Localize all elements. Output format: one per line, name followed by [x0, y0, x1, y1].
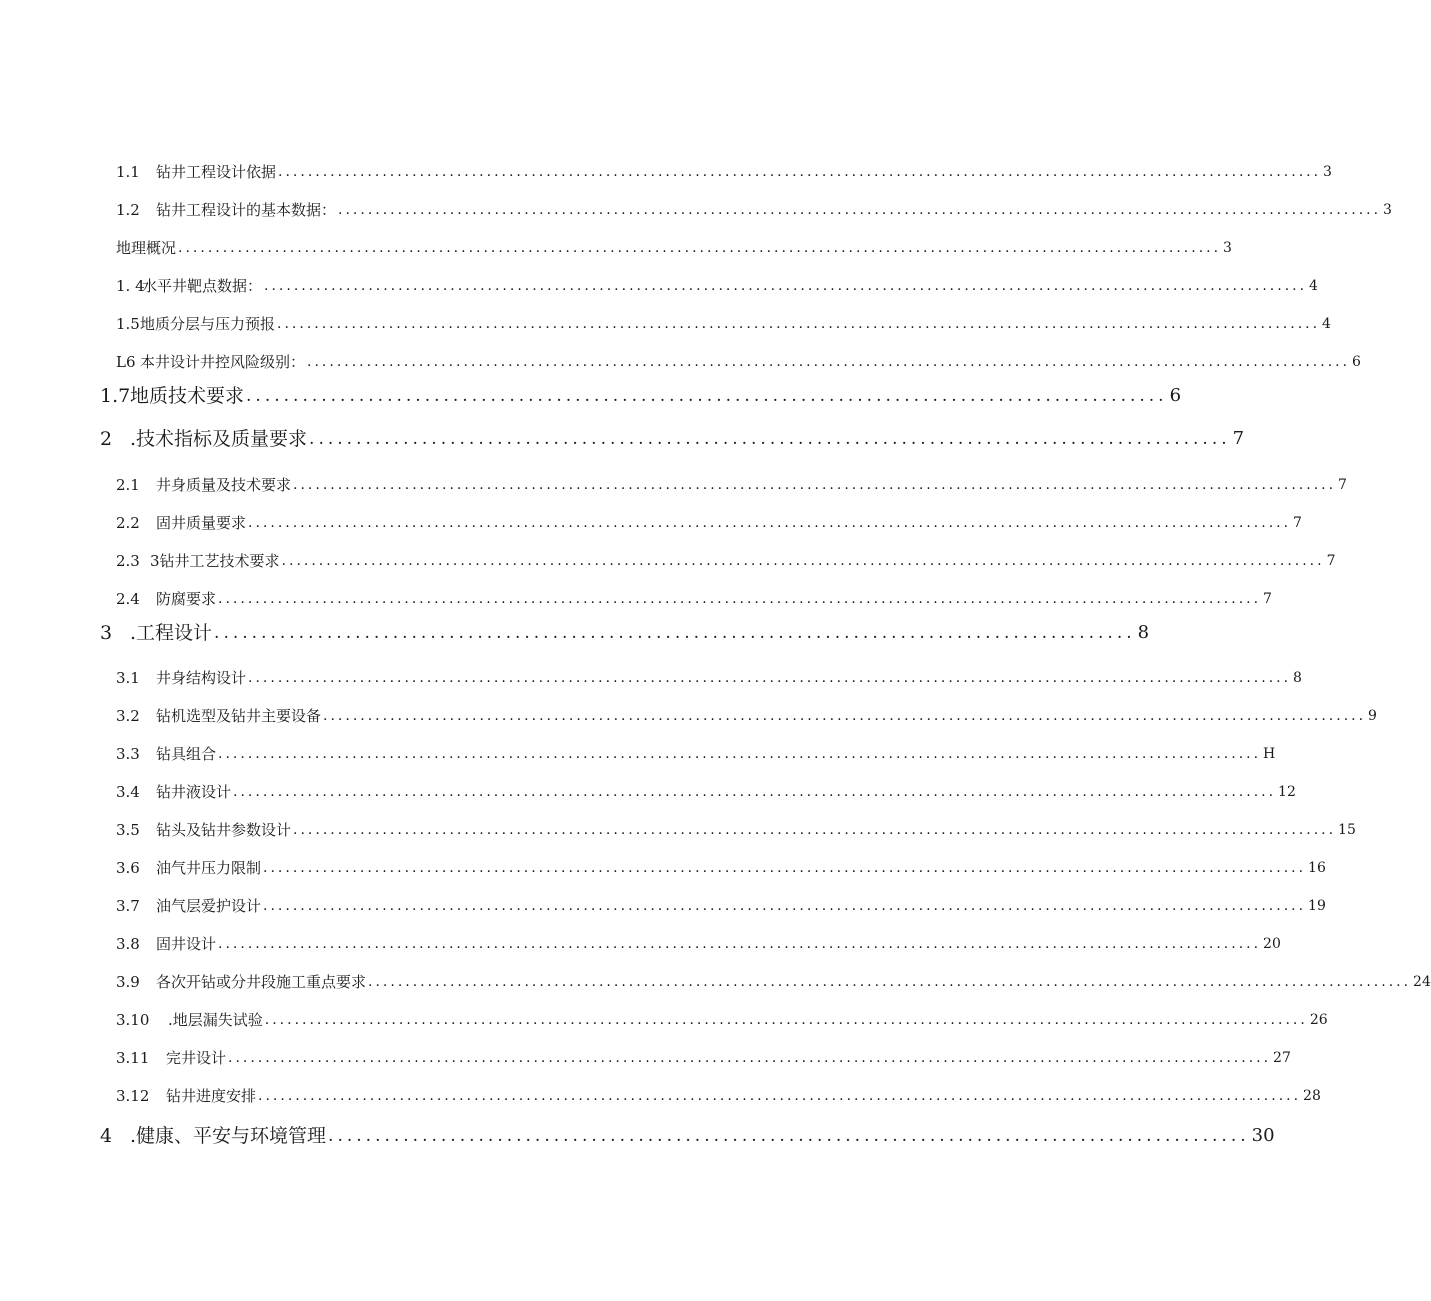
dot-leader: ............................................................................................................................................ — [278, 164, 1322, 180]
toc-number: 3.4 — [116, 783, 140, 801]
toc-page-number: 6 — [1352, 354, 1361, 370]
toc-page-number: 3 — [1223, 240, 1232, 256]
toc-entry[interactable] — [116, 199, 1392, 221]
toc-title: 油气井压力限制 — [156, 859, 262, 877]
toc-title: 油气层爱护设计 — [156, 897, 262, 915]
toc-number: 2.3 — [116, 552, 140, 570]
toc-entry[interactable] — [100, 1123, 1275, 1149]
toc-page-number: 24 — [1413, 974, 1431, 990]
toc-title: 钻井液设计 — [156, 783, 232, 801]
toc-title: 防腐要求 — [156, 590, 217, 608]
toc-number: 3.5 — [116, 821, 140, 839]
toc-entry[interactable] — [116, 819, 1356, 841]
toc-title: 钻具组合 — [156, 745, 217, 763]
dot-leader: ............................................................................................................................................ — [338, 202, 1382, 218]
toc-entry[interactable] — [116, 743, 1276, 765]
toc-entry[interactable] — [116, 1009, 1328, 1031]
dot-leader: .................................................................................................. — [214, 623, 1136, 643]
toc-number: 1.7 — [100, 385, 131, 407]
toc-title: .技术指标及质量要求 — [130, 428, 308, 450]
toc-page-number: 4 — [1309, 278, 1318, 294]
dot-leader: ............................................................................................................................................ — [323, 708, 1367, 724]
toc-entry[interactable] — [116, 705, 1377, 727]
toc-page-number: 7 — [1338, 477, 1347, 493]
toc-page-number: 20 — [1263, 936, 1281, 952]
dot-leader: ............................................................................................................................................ — [248, 670, 1292, 686]
toc-title: 水平井靶点数据： — [142, 277, 263, 295]
toc-page-number: 9 — [1368, 708, 1377, 724]
toc-title: 钻井进度安排 — [166, 1087, 257, 1105]
toc-number: 1.5 — [116, 315, 140, 333]
toc-title: 钻井工程设计依据 — [156, 163, 277, 181]
toc-entry[interactable] — [116, 161, 1332, 183]
toc-page-number: 28 — [1303, 1088, 1321, 1104]
toc-page-number: 7 — [1263, 591, 1272, 607]
toc-page-number: 4 — [1322, 316, 1331, 332]
toc-title: 地质技术要求 — [130, 385, 245, 407]
toc-entry[interactable] — [116, 351, 1361, 373]
dot-leader: ............................................................................................................................................ — [293, 822, 1337, 838]
toc-entry[interactable] — [116, 781, 1296, 803]
dot-leader: ............................................................................................................................................ — [233, 784, 1277, 800]
toc-entry[interactable] — [116, 667, 1302, 689]
toc-page-number: 26 — [1309, 1012, 1328, 1028]
toc-entry[interactable] — [116, 895, 1326, 917]
toc-title: 3钻井工艺技术要求 — [150, 552, 280, 570]
toc-title: 地质分层与压力预报 — [140, 315, 276, 333]
toc-number: 2 — [100, 428, 113, 450]
dot-leader: ............................................................................................................................................ — [258, 1088, 1302, 1104]
toc-number: 2.2 — [116, 514, 140, 532]
toc-number: 3.2 — [116, 707, 140, 725]
toc-entry[interactable] — [100, 620, 1150, 646]
toc-page-number: 15 — [1338, 822, 1356, 838]
dot-leader: ............................................................................................................................................ — [263, 860, 1307, 876]
toc-title: .健康、平安与环境管理 — [130, 1125, 327, 1147]
toc-number: 3.7 — [116, 897, 140, 915]
toc-title: 本井设计井控风险级别： — [140, 353, 306, 371]
toc-title: 钻机选型及钻井主要设备 — [156, 707, 322, 725]
toc-title: 固井设计 — [156, 935, 217, 953]
dot-leader: ............................................................................................................................................ — [264, 278, 1308, 294]
toc-entry[interactable] — [116, 275, 1318, 297]
toc-title: .地层漏失试验 — [168, 1011, 263, 1029]
toc-number: 2.1 — [116, 476, 140, 494]
toc-entry[interactable] — [116, 237, 1232, 259]
toc-number: 3.12 — [116, 1087, 150, 1105]
dot-leader: ............................................................................................................................................ — [281, 553, 1325, 569]
toc-number: 1.1 — [116, 163, 140, 181]
toc-page-number: 27 — [1273, 1050, 1291, 1066]
toc-page-number: 7 — [1293, 515, 1302, 531]
toc-number: L6 — [116, 353, 136, 371]
toc-page-number: 8 — [1293, 670, 1302, 686]
toc-page-number: 7 — [1232, 428, 1245, 449]
toc-title: 钻井工程设计的基本数据： — [156, 201, 337, 219]
toc-entry[interactable] — [116, 512, 1302, 534]
dot-leader: ............................................................................................................................................ — [218, 591, 1262, 607]
toc-page-number: 6 — [1169, 385, 1182, 406]
toc-entry[interactable] — [116, 857, 1326, 879]
toc-number: 3.8 — [116, 935, 140, 953]
toc-title: 地理概况 — [116, 239, 177, 257]
toc-title: 完井设计 — [166, 1049, 227, 1067]
toc-number: 1.2 — [116, 201, 140, 219]
toc-number: 3.6 — [116, 859, 140, 877]
dot-leader: ............................................................................................................................................ — [263, 898, 1307, 914]
toc-title: 井身结构设计 — [156, 669, 247, 687]
dot-leader: ............................................................................................................................................ — [248, 515, 1292, 531]
toc-title: 固井质量要求 — [156, 514, 247, 532]
toc-number: 3 — [100, 622, 113, 644]
toc-title: 井身质量及技术要求 — [156, 476, 292, 494]
dot-leader: ............................................................................................................................................ — [307, 354, 1351, 370]
dot-leader: ............................................................................................................................................ — [178, 240, 1222, 256]
dot-leader: ............................................................................................................................................ — [218, 746, 1262, 762]
toc-page-number: 19 — [1308, 898, 1326, 914]
dot-leader: ............................................................................................................................................ — [218, 936, 1262, 952]
toc-page-number: 16 — [1308, 860, 1326, 876]
toc-page-number: 30 — [1251, 1125, 1275, 1146]
toc-page-number: 12 — [1278, 784, 1296, 800]
toc-page-number: 3 — [1323, 164, 1332, 180]
toc-number: 3.1 — [116, 669, 140, 687]
toc-page-number: H — [1263, 746, 1276, 762]
toc-entry[interactable] — [116, 313, 1331, 335]
dot-leader: .................................................................................................. — [309, 429, 1231, 449]
toc-page-number: 8 — [1137, 622, 1150, 643]
toc-title: 钻头及钻井参数设计 — [156, 821, 292, 839]
toc-number: 3.11 — [116, 1049, 150, 1067]
toc-entry[interactable] — [116, 474, 1347, 496]
toc-number: 3.10 — [116, 1011, 150, 1029]
toc-page-number: 7 — [1326, 553, 1336, 569]
toc-number: 2.4 — [116, 590, 140, 608]
dot-leader: ............................................................................................................................................ — [277, 316, 1321, 332]
toc-title: 各次开钻或分井段施工重点要求 — [156, 973, 367, 991]
dot-leader: ............................................................................................................................................ — [368, 974, 1412, 990]
toc-number: 3.9 — [116, 973, 140, 991]
toc-page-number: 3 — [1383, 202, 1392, 218]
toc-entry[interactable] — [116, 1047, 1291, 1069]
toc-title: .工程设计 — [130, 622, 213, 644]
toc-entry[interactable] — [116, 588, 1272, 610]
dot-leader: .................................................................................................. — [246, 386, 1168, 406]
dot-leader: ............................................................................................................................................ — [228, 1050, 1272, 1066]
toc-entry[interactable] — [100, 383, 1182, 409]
dot-leader: .................................................................................................. — [328, 1126, 1250, 1146]
toc-entry[interactable] — [116, 971, 1431, 993]
dot-leader: ............................................................................................................................................ — [293, 477, 1337, 493]
toc-entry[interactable] — [116, 1085, 1321, 1107]
toc-entry[interactable] — [100, 426, 1245, 452]
toc-number: 3.3 — [116, 745, 140, 763]
toc-number: 4 — [100, 1125, 113, 1147]
dot-leader: ............................................................................................................................................ — [264, 1012, 1308, 1028]
toc-number: 1. 4 — [116, 277, 145, 295]
toc-entry[interactable] — [116, 933, 1281, 955]
toc-entry[interactable] — [116, 550, 1336, 572]
